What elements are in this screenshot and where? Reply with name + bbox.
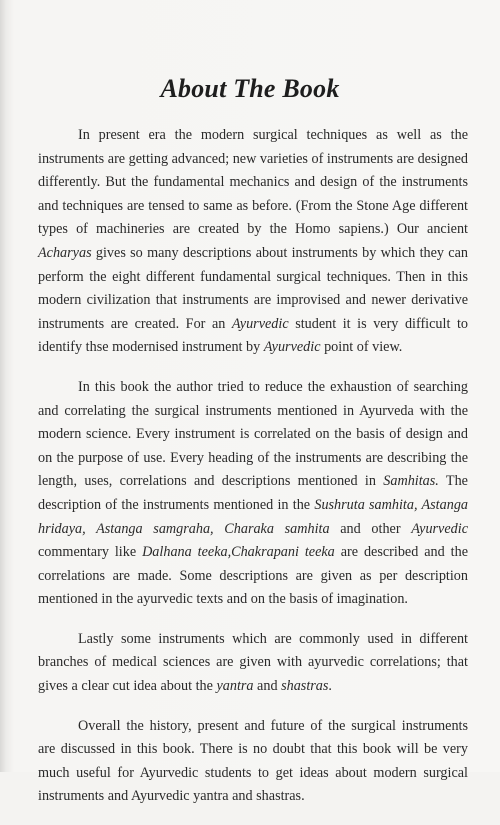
italic-term: Sushruta samhita, Astanga hridaya, Astanga samgraha, Charaka samhita (38, 496, 469, 537)
italic-term: shastras (281, 678, 329, 695)
text-run: commentary like (38, 544, 143, 561)
text-run: Overall the history, present and future of the surgical instruments are discussed in this book. There is no doubt that this book will be very much useful for Ayurvedic students to get ideas about modern surgical instruments and Ayurvedic yantra and shastras. (38, 717, 468, 805)
text-run: are described and the correlations are made. Some descriptions are given as per description mentioned in the ayurvedic texts and on the basis of imagination. (38, 544, 469, 608)
text-run: The description of the instruments mentioned in the (38, 473, 468, 513)
paragraph-4 (38, 715, 468, 809)
italic-term: Dalhana teeka,Chakrapani teeka (142, 544, 335, 561)
text-run: and (253, 678, 282, 695)
italic-term: Samhitas. (383, 473, 439, 490)
italic-term: Ayurvedic (231, 315, 289, 332)
paragraph-2 (38, 376, 468, 612)
italic-term: yantra (216, 678, 254, 695)
text-run: Lastly some instruments which are commonly used in different branches of medical sciences are given with ayurvedic correlations; that gives a clear cut idea about the (38, 630, 468, 695)
text-run: In present era the modern surgical techniques as well as the instruments are getting advanced; new varieties of instruments are designed differently. But the fundamental mechanics and design of the instruments and techniques are tensed to same as before. (From the Stone Age different types of machineries are created by the Homo sapiens.) Our ancient (38, 127, 468, 238)
text-run: gives so many descriptions about instruments by which they can perform the eight different fundamental surgical techniques. Then in this modern civilization that instruments are improvised and newer derivative instruments are created. For an (38, 244, 468, 332)
body-text (38, 124, 468, 825)
text-run: . (328, 678, 332, 695)
text-run: point of view. (320, 339, 403, 356)
paragraph-1 (38, 124, 468, 360)
italic-term: Ayurvedic (263, 339, 321, 356)
text-run: student it is very difficult to identify thse modernised instrument by (38, 315, 468, 356)
italic-term: Ayurvedic (411, 520, 468, 537)
text-run: In this book the author tried to reduce the exhaustion of searching and correlating the surgical instruments mentioned in Ayurveda with the modern science. Every instrument is correlated on the basis of design and on the purpose of use. Every heading of the instruments are describing the length, uses, correlations and descriptions mentioned in (38, 378, 468, 490)
paragraph-3 (38, 628, 468, 699)
page-title: About The Book (160, 74, 340, 103)
text-run: and other (329, 520, 412, 537)
italic-term: Acharyas (38, 244, 92, 261)
